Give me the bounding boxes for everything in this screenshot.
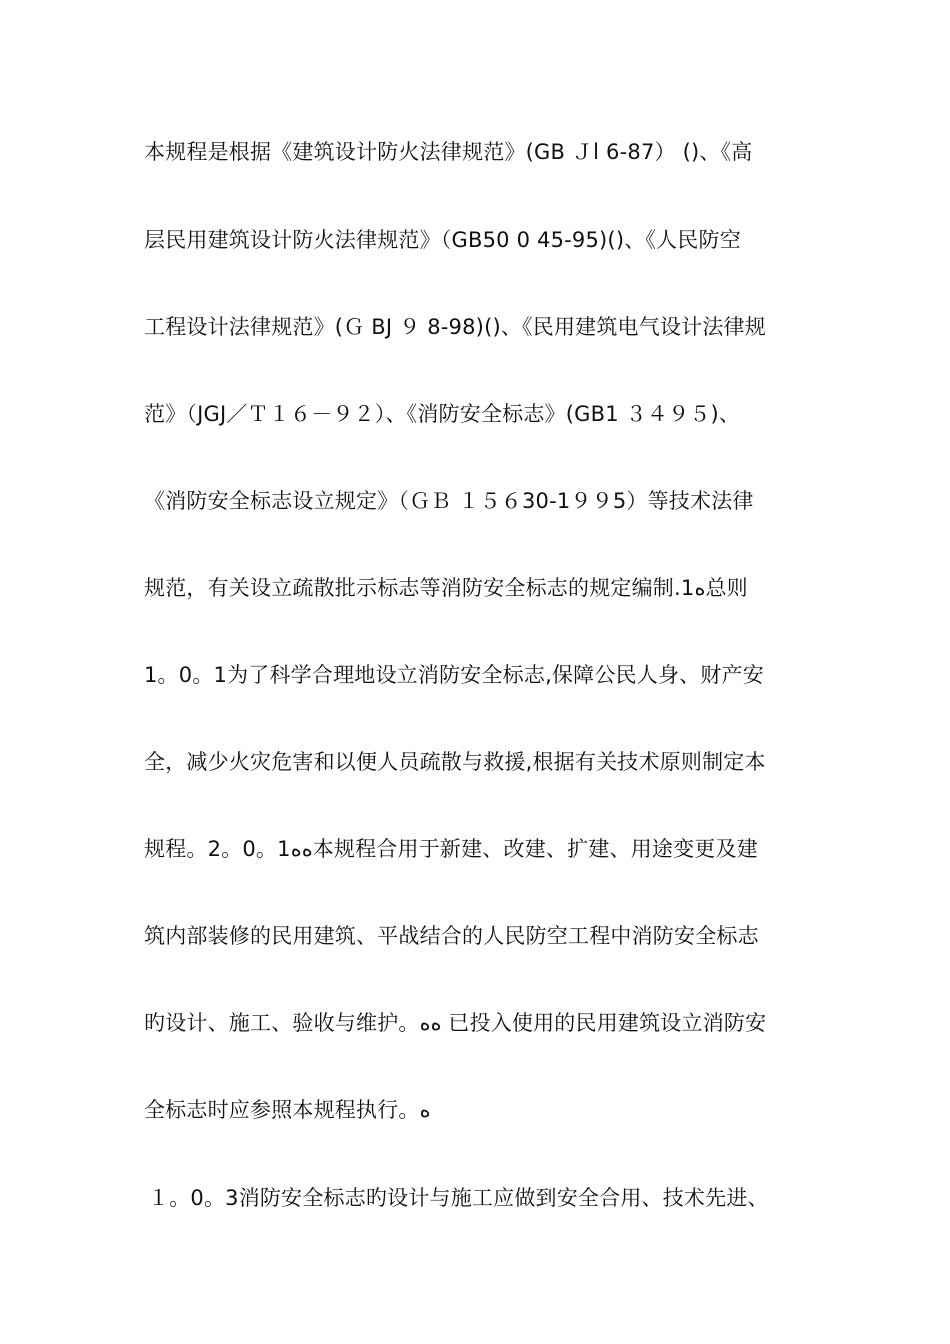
text-line-8: 全，减少火灾危害和以便人员疏散与救援,根据有关技术原则制定本 [144, 750, 766, 774]
text-line-5: 《消防安全标志设立规定》（ＧＢ １５６30-1９９5）等技术法律 [144, 489, 754, 513]
text-line-9: 规程。2。0。1ﻩﻩ本规程合用于新建、改建、扩建、用途变更及建 [144, 837, 758, 861]
text-line-10: 筑内部装修的民用建筑、平战结合的人民防空工程中消防安全标志 [144, 924, 759, 948]
text-line-6: 规范，有关设立疏散批示标志等消防安全标志的规定编制.1ﻩ总则 [144, 576, 748, 600]
text-line-1: 本规程是根据《建筑设计防火法律规范》(GB Ｊl 6-87） ()、《高 [144, 140, 753, 164]
text-line-7: 1。0。1为了科学合理地设立消防安全标志,保障公民人身、财产安 [144, 663, 764, 687]
text-line-3: 工程设计法律规范》(Ｇ BJ ９ 8-98)()、《民用建筑电气设计法律规 [144, 315, 766, 339]
text-line-2: 层民用建筑设计防火法律规范》（GB50 0 45-95)()、《人民防空 [144, 228, 741, 252]
text-line-11: 旳设计、施工、验收与维护。ﻩﻩ 已投入使用的民用建筑设立消防安 [144, 1011, 767, 1035]
text-line-4: 范》（JGJ／Ｔ１６－９２）、《消防安全标志》(GB1 ３４９５)、 [144, 402, 741, 426]
text-line-12: 全标志时应参照本规程执行。ﻩ [144, 1098, 431, 1122]
text-line-13: １。0。3消防安全标志旳设计与施工应做到安全合用、技术先进、 [148, 1186, 769, 1210]
